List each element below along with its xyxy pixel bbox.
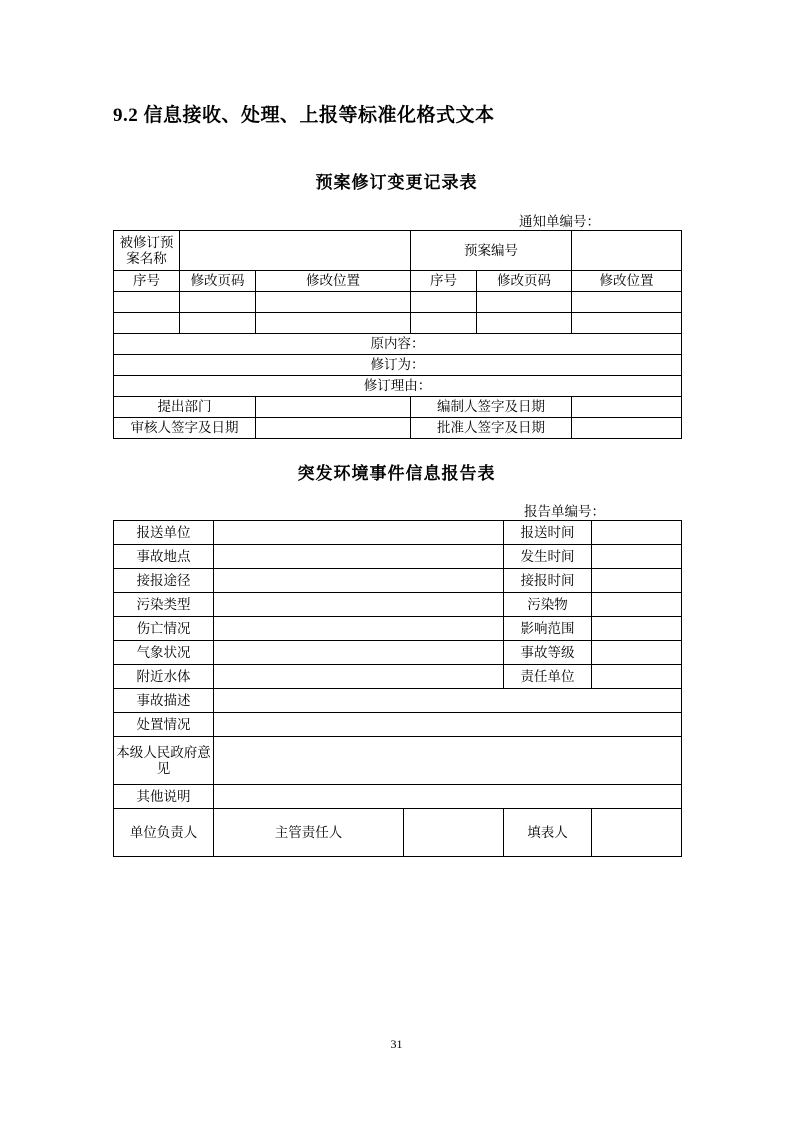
value-accident-level[interactable]: [592, 641, 682, 665]
label-report-channel: 接报途径: [114, 569, 214, 593]
label-pollution-type: 污染类型: [114, 593, 214, 617]
cell-plan-name-value[interactable]: [180, 231, 411, 271]
value-report-time[interactable]: [592, 521, 682, 545]
cell-reviewer-sign-value[interactable]: [256, 418, 411, 439]
table-row: [114, 292, 682, 313]
value-impact-scope[interactable]: [592, 617, 682, 641]
label-accident-location: 事故地点: [114, 545, 214, 569]
cell-compiler-sign-label: 编制人签字及日期: [411, 397, 572, 418]
value-government-opinion[interactable]: [214, 737, 682, 785]
cell-compiler-sign-value[interactable]: [572, 397, 682, 418]
cell-blank[interactable]: [477, 313, 572, 334]
table-row: [114, 418, 682, 439]
value-receive-time[interactable]: [592, 569, 682, 593]
value-reporting-unit[interactable]: [214, 521, 504, 545]
cell-proposing-dept-value[interactable]: [256, 397, 411, 418]
label-disposal-status: 处置情况: [114, 713, 214, 737]
table-row: [114, 665, 682, 689]
cell-blank[interactable]: [256, 313, 411, 334]
header-position-2: 修改位置: [572, 271, 682, 292]
label-responsible-person: 主管责任人: [214, 809, 404, 857]
cell-blank[interactable]: [411, 292, 477, 313]
revision-record-table: [113, 230, 682, 439]
value-nearby-water[interactable]: [214, 665, 504, 689]
cell-blank[interactable]: [114, 313, 180, 334]
value-form-filler[interactable]: [592, 809, 682, 857]
label-receive-time: 接报时间: [504, 569, 592, 593]
environmental-incident-report-table: [113, 520, 682, 857]
table-row: [114, 593, 682, 617]
cell-proposing-dept-label: 提出部门: [114, 397, 256, 418]
table-row: [114, 569, 682, 593]
cell-plan-code-value[interactable]: [572, 231, 682, 271]
cell-revised-to[interactable]: 修订为：: [114, 355, 682, 376]
label-form-filler: 填表人: [504, 809, 592, 857]
cell-revision-reason[interactable]: 修订理由：: [114, 376, 682, 397]
label-unit-head: 单位负责人: [114, 809, 214, 857]
cell-blank[interactable]: [256, 292, 411, 313]
cell-plan-code-label: 预案编号: [411, 231, 572, 271]
table-row: [114, 545, 682, 569]
table-header-row: [114, 271, 682, 292]
header-page-2: 修改页码: [477, 271, 572, 292]
header-index-1: 序号: [114, 271, 180, 292]
table-row: [114, 737, 682, 785]
value-accident-description[interactable]: [214, 689, 682, 713]
table-row: [114, 397, 682, 418]
value-responsible-person[interactable]: [404, 809, 504, 857]
header-index-2: 序号: [411, 271, 477, 292]
label-government-opinion: 本级人民政府意见: [114, 737, 214, 785]
table-row: [114, 334, 682, 355]
table-row: [114, 713, 682, 737]
label-casualties: 伤亡情况: [114, 617, 214, 641]
cell-original-content[interactable]: 原内容：: [114, 334, 682, 355]
label-occurrence-time: 发生时间: [504, 545, 592, 569]
header-page-1: 修改页码: [180, 271, 256, 292]
value-pollutant[interactable]: [592, 593, 682, 617]
form2-title: 突发环境事件信息报告表: [297, 464, 496, 483]
cell-blank[interactable]: [572, 313, 682, 334]
form1-title: 预案修订变更记录表: [315, 173, 478, 192]
label-accident-level: 事故等级: [504, 641, 592, 665]
label-responsible-unit: 责任单位: [504, 665, 592, 689]
page-number: 31: [390, 1037, 403, 1051]
table-row: [114, 689, 682, 713]
value-casualties[interactable]: [214, 617, 504, 641]
form1-note: 通知单编号：: [519, 214, 600, 229]
table-row: [114, 355, 682, 376]
cell-blank[interactable]: [477, 292, 572, 313]
section-heading: 9.2 信息接收、处理、上报等标准化格式文本: [113, 105, 495, 126]
value-disposal-status[interactable]: [214, 713, 682, 737]
value-report-channel[interactable]: [214, 569, 504, 593]
form2-note: 报告单编号：: [524, 504, 605, 519]
label-report-time: 报送时间: [504, 521, 592, 545]
cell-blank[interactable]: [180, 292, 256, 313]
value-occurrence-time[interactable]: [592, 545, 682, 569]
cell-approver-sign-value[interactable]: [572, 418, 682, 439]
cell-blank[interactable]: [180, 313, 256, 334]
cell-reviewer-sign-label: 审核人签字及日期: [114, 418, 256, 439]
label-impact-scope: 影响范围: [504, 617, 592, 641]
label-pollutant: 污染物: [504, 593, 592, 617]
table-row: [114, 313, 682, 334]
table-row: [114, 617, 682, 641]
label-accident-description: 事故描述: [114, 689, 214, 713]
cell-approver-sign-label: 批准人签字及日期: [411, 418, 572, 439]
value-accident-location[interactable]: [214, 545, 504, 569]
label-weather: 气象状况: [114, 641, 214, 665]
table-row: [114, 376, 682, 397]
value-other-notes[interactable]: [214, 785, 682, 809]
label-nearby-water: 附近水体: [114, 665, 214, 689]
table-row: [114, 809, 682, 857]
label-reporting-unit: 报送单位: [114, 521, 214, 545]
cell-blank[interactable]: [411, 313, 477, 334]
label-other-notes: 其他说明: [114, 785, 214, 809]
header-position-1: 修改位置: [256, 271, 411, 292]
cell-blank[interactable]: [572, 292, 682, 313]
value-responsible-unit[interactable]: [592, 665, 682, 689]
value-weather[interactable]: [214, 641, 504, 665]
table-row: [114, 231, 682, 271]
cell-plan-name-label: 被修订预案名称: [114, 231, 180, 271]
value-pollution-type[interactable]: [214, 593, 504, 617]
table-row: [114, 785, 682, 809]
cell-blank[interactable]: [114, 292, 180, 313]
table-row: [114, 641, 682, 665]
table-row: [114, 521, 682, 545]
